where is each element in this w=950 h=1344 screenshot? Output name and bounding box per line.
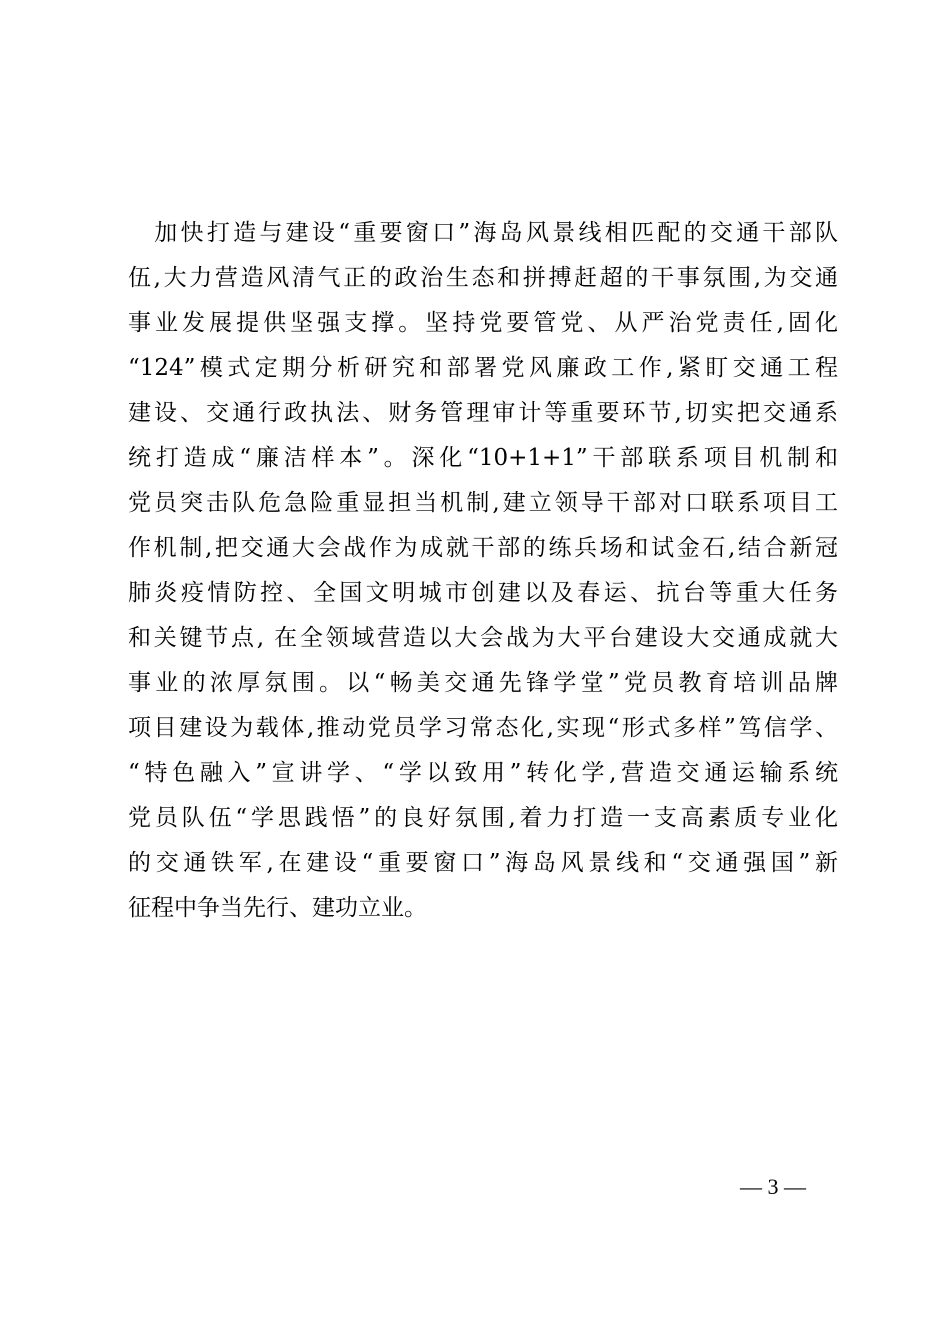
text-line-13: “特色融入”宣讲学、“学以致用”转化学,营造交通运输系统	[128, 760, 838, 786]
text-line-5: 建设、交通行政执法、财务管理审计等重要环节,切实把交通系	[128, 400, 838, 426]
text-line-8: 作机制,把交通大会战作为成就干部的练兵场和试金石,结合新冠	[128, 535, 838, 561]
text-line-9: 肺炎疫情防控、全国文明城市创建以及春运、抗台等重大任务	[128, 580, 838, 606]
text-line-7: 党员突击队危急险重显担当机制,建立领导干部对口联系项目工	[128, 490, 838, 516]
text-line-15: 的交通铁军,在建设“重要窗口”海岛风景线和“交通强国”新	[128, 850, 838, 876]
text-line-1: 加快打造与建设“重要窗口”海岛风景线相匹配的交通干部队	[128, 220, 838, 246]
body-paragraph	[128, 211, 838, 931]
text-line-3: 事业发展提供坚强支撑。坚持党要管党、从严治党责任,固化	[128, 310, 838, 336]
text-line-2: 伍,大力营造风清气正的政治生态和拼搏赶超的干事氛围,为交通	[128, 265, 838, 291]
text-line-16: 征程中争当先行、建功立业。	[128, 895, 427, 921]
text-line-11: 事业的浓厚氛围。以“畅美交通先锋学堂”党员教育培训品牌	[128, 670, 838, 696]
text-line-12: 项目建设为载体,推动党员学习常态化,实现“形式多样”笃信学、	[128, 715, 838, 741]
text-line-6: 统打造成“廉洁样本”。深化“10+1+1”干部联系项目机制和	[128, 445, 838, 471]
page-number: — 3 —	[740, 1174, 806, 1199]
text-line-4: “124”模式定期分析研究和部署党风廉政工作,紧盯交通工程	[128, 355, 838, 381]
text-line-14: 党员队伍“学思践悟”的良好氛围,着力打造一支高素质专业化	[128, 805, 838, 831]
text-line-10: 和关键节点, 在全领域营造以大会战为大平台建设大交通成就大	[128, 625, 838, 651]
